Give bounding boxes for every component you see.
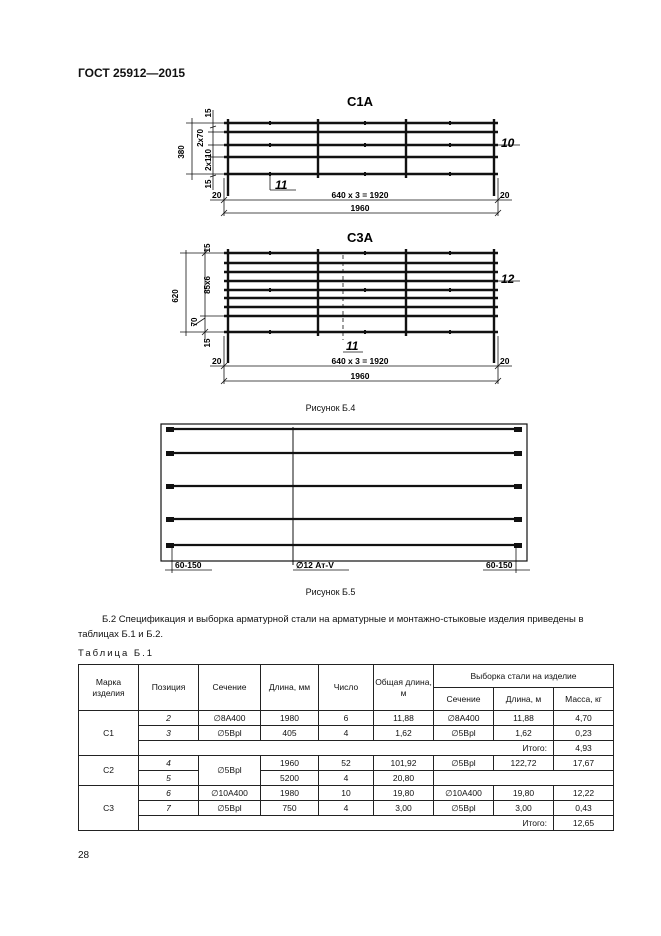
- table-row: [79, 771, 614, 786]
- cell-count: 4: [319, 726, 374, 741]
- header-sel-length: Длина, м: [494, 688, 554, 711]
- table-title: Таблица Б.1: [78, 648, 155, 659]
- mesh-c1a-position-10: 10: [501, 136, 515, 150]
- mesh-c3a-dim-top-15: 15: [203, 243, 212, 253]
- mesh-c1a-title: С1А: [346, 94, 374, 109]
- mesh-c1a: [177, 94, 520, 216]
- cell-position: 5: [139, 771, 199, 786]
- cell-empty: [434, 771, 614, 786]
- cell-sel-section: ∅10А400: [434, 786, 494, 801]
- mesh-c3a-dim-70: 70: [190, 317, 199, 327]
- cell-total-length: 3,00: [374, 801, 434, 816]
- cell-total-length: 19,80: [374, 786, 434, 801]
- figure-b5-caption: Рисунок Б.5: [305, 587, 356, 597]
- total-mass: 4,93: [554, 741, 614, 756]
- cell-sel-mass: 12,22: [554, 786, 614, 801]
- cell-position: 4: [139, 756, 199, 771]
- mesh-c1a-dim-2x110: 2х110: [204, 149, 213, 171]
- mesh-c3a-position-12: 12: [501, 272, 515, 286]
- table-row: [79, 756, 614, 771]
- cell-section: ∅8А400: [199, 711, 261, 726]
- header-total-length: Общая длина, м: [374, 665, 434, 711]
- mesh-c1a-dim-bottom-15: 15: [204, 179, 213, 189]
- cell-sel-section: ∅5Врl: [434, 756, 494, 771]
- cell-sel-length: 19,80: [494, 786, 554, 801]
- header-sel-mass: Масса, кг: [554, 688, 614, 711]
- cell-section: ∅5Врl: [199, 726, 261, 741]
- cell-position: 7: [139, 801, 199, 816]
- cell-sel-section: ∅5Врl: [434, 801, 494, 816]
- header-length: Длина, мм: [261, 665, 319, 711]
- figure-b4-caption: Рисунок Б.4: [305, 403, 356, 413]
- cell-sel-mass: 4,70: [554, 711, 614, 726]
- cell-length: 1960: [261, 756, 319, 771]
- mark-c1: С1: [79, 711, 139, 756]
- cell-count: 6: [319, 711, 374, 726]
- figure-b5-drawing: [0, 415, 661, 580]
- cell-sel-mass: 17,67: [554, 756, 614, 771]
- cell-sel-section: ∅5Врl: [434, 726, 494, 741]
- figure-b5-left-label: 60-150: [175, 560, 202, 570]
- table-total-row: [79, 741, 614, 756]
- mesh-c3a-span-dim: 640 х 3 = 1920: [331, 356, 389, 366]
- figure-b4-drawing: [0, 0, 661, 420]
- specification-table: [78, 664, 614, 831]
- table-row: [79, 801, 614, 816]
- cell-count: 10: [319, 786, 374, 801]
- mesh-c1a-span-dim: 640 х 3 = 1920: [331, 190, 389, 200]
- header-mark: Марка изделия: [79, 665, 139, 711]
- cell-length: 405: [261, 726, 319, 741]
- cell-sel-length: 122,72: [494, 756, 554, 771]
- cell-position: 6: [139, 786, 199, 801]
- cell-length: 750: [261, 801, 319, 816]
- table-row: [79, 711, 614, 726]
- cell-sel-mass: 0,43: [554, 801, 614, 816]
- cell-total-length: 1,62: [374, 726, 434, 741]
- cell-length: 1980: [261, 711, 319, 726]
- cell-sel-mass: 0,23: [554, 726, 614, 741]
- mesh-c3a-dim-bottom-15: 15: [203, 338, 212, 348]
- cell-length: 5200: [261, 771, 319, 786]
- mesh-c1a-end-right: 20: [500, 190, 510, 200]
- table-total-row: [79, 816, 614, 831]
- page-number: 28: [78, 850, 90, 861]
- cell-position: 2: [139, 711, 199, 726]
- cell-count: 52: [319, 756, 374, 771]
- mesh-c1a-dim-2x70: 2х70: [196, 129, 205, 147]
- cell-section: ∅5Врl: [199, 801, 261, 816]
- mesh-c1a-dim-top-15: 15: [204, 108, 213, 118]
- header-section: Сечение: [199, 665, 261, 711]
- document-header: ГОСТ 25912—2015: [78, 66, 186, 80]
- cell-sel-length: 3,00: [494, 801, 554, 816]
- header-selection: Выборка стали на изделие: [434, 665, 614, 688]
- mesh-c1a-total-dim: 1960: [350, 203, 370, 213]
- cell-count: 4: [319, 771, 374, 786]
- mesh-c3a-dim-85x6: 85х6: [203, 276, 212, 294]
- cell-sel-section: ∅8А400: [434, 711, 494, 726]
- mesh-c3a-title: С3А: [346, 230, 374, 245]
- mesh-c3a-end-right: 20: [500, 356, 510, 366]
- mesh-c3a-end-left: 20: [212, 356, 222, 366]
- cell-count: 4: [319, 801, 374, 816]
- table-header-row: [79, 665, 614, 688]
- mesh-c1a-height-dim: 380: [177, 145, 186, 159]
- table-row: [79, 786, 614, 801]
- cell-section: ∅5Врl: [199, 756, 261, 786]
- cell-total-length: 20,80: [374, 771, 434, 786]
- header-count: Число: [319, 665, 374, 711]
- table-row: [79, 726, 614, 741]
- mesh-c3a: [171, 230, 520, 384]
- header-position: Позиция: [139, 665, 199, 711]
- cell-total-length: 11,88: [374, 711, 434, 726]
- mesh-c3a-position-11: 11: [346, 339, 359, 353]
- section-paragraph: Б.2 Спецификация и выборка арматурной стали на арматурные и монтажно-стыковые изделия приведены в таблицах Б.1 и Б.2.: [78, 614, 584, 640]
- cell-sel-length: 1,62: [494, 726, 554, 741]
- mesh-c3a-height-dim: 620: [171, 289, 180, 303]
- mark-c3: С3: [79, 786, 139, 831]
- cell-total-length: 101,92: [374, 756, 434, 771]
- mesh-c3a-total-dim: 1960: [350, 371, 370, 381]
- header-sel-section: Сечение: [434, 688, 494, 711]
- cell-length: 1980: [261, 786, 319, 801]
- mesh-c1a-position-11: 11: [275, 178, 288, 192]
- figure-b5-right-label: 60-150: [486, 560, 513, 570]
- mark-c2: С2: [79, 756, 139, 786]
- cell-sel-length: 11,88: [494, 711, 554, 726]
- cell-position: 3: [139, 726, 199, 741]
- total-mass: 12,65: [554, 816, 614, 831]
- total-label: Итого:: [139, 741, 554, 756]
- total-label: Итого:: [139, 816, 554, 831]
- figure-b5-center-label: ∅12 Ат-V: [296, 560, 334, 570]
- mesh-c1a-end-left: 20: [212, 190, 222, 200]
- cell-section: ∅10А400: [199, 786, 261, 801]
